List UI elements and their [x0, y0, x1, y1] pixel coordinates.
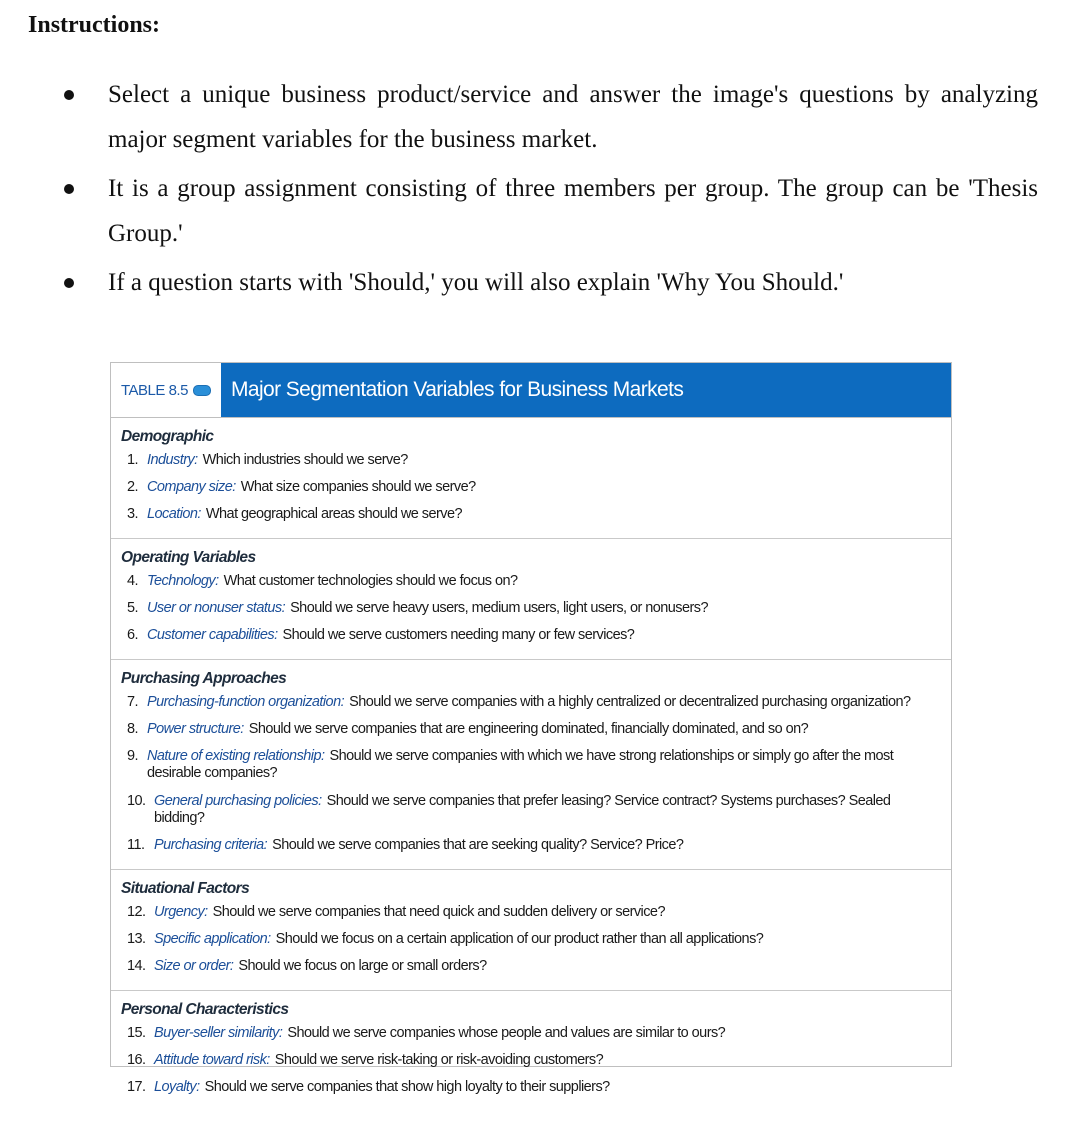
item-text	[154, 837, 683, 854]
item-variable: Power structure:	[147, 721, 244, 737]
table-item	[127, 506, 951, 523]
item-text	[147, 721, 808, 738]
item-text	[154, 904, 665, 921]
bullet-dot-icon	[64, 278, 74, 288]
item-question: Should we serve customers needing many or few services?	[282, 627, 635, 643]
item-number: 9.	[127, 748, 138, 764]
table-item	[127, 931, 951, 948]
item-number: 16.	[127, 1052, 146, 1068]
table-marker-icon	[193, 385, 211, 396]
item-text	[147, 694, 911, 711]
item-number: 8.	[127, 721, 138, 737]
item-variable: Purchasing-function organization:	[147, 694, 345, 710]
item-variable: Specific application:	[154, 931, 271, 947]
table-item	[127, 721, 951, 738]
section-title: Purchasing Approaches	[121, 670, 287, 687]
table-item	[127, 694, 951, 711]
item-variable: Loyalty:	[154, 1079, 200, 1095]
section-title: Situational Factors	[121, 880, 250, 897]
table-item	[127, 837, 951, 854]
bullet-dot-icon	[64, 90, 74, 100]
item-question: Should we serve companies that prefer leasing? Service contract? Systems purchases? Sealed bidding?	[154, 793, 891, 826]
segmentation-table	[110, 362, 952, 1095]
item-question: Should we serve heavy users, medium users, light users, or nonusers?	[290, 600, 709, 616]
instructions-heading: Instructions:	[28, 12, 161, 38]
item-variable: General purchasing policies:	[154, 793, 322, 809]
section-title: Demographic	[121, 428, 214, 445]
item-question: Should we serve companies with a highly centralized or decentralized purchasing organization?	[349, 694, 911, 710]
item-question: Should we serve companies that need quick and sudden delivery or service?	[212, 904, 665, 920]
item-variable: Industry:	[147, 452, 198, 468]
item-text	[147, 452, 408, 469]
item-variable: Buyer-seller similarity:	[154, 1025, 283, 1041]
item-question: Should we serve companies whose people and values are similar to ours?	[287, 1025, 726, 1041]
item-number: 15.	[127, 1025, 146, 1041]
item-variable: Nature of existing relationship:	[147, 748, 325, 764]
item-variable: Technology:	[147, 573, 219, 589]
item-question: Should we focus on large or small orders?	[238, 958, 487, 974]
item-text	[154, 931, 763, 948]
item-text	[154, 958, 487, 975]
table-section-operating-variables	[111, 539, 951, 660]
bullet-dot-icon	[64, 184, 74, 194]
item-number: 3.	[127, 506, 138, 522]
table-item	[127, 1052, 951, 1069]
item-variable: Purchasing criteria:	[154, 837, 268, 853]
item-variable: Company size:	[147, 479, 236, 495]
item-number: 5.	[127, 600, 138, 616]
item-question: Should we serve companies that show high loyalty to their suppliers?	[204, 1079, 610, 1095]
item-text	[147, 748, 921, 782]
table-item	[127, 958, 951, 975]
item-variable: Attitude toward risk:	[154, 1052, 270, 1068]
table-item	[127, 479, 951, 496]
table-item	[127, 573, 951, 590]
item-number: 10.	[127, 793, 146, 809]
table-item	[127, 1025, 951, 1042]
item-question: What geographical areas should we serve?	[205, 506, 462, 522]
item-question: Which industries should we serve?	[202, 452, 408, 468]
item-question: What size companies should we serve?	[240, 479, 476, 495]
item-number: 2.	[127, 479, 138, 495]
table-item	[127, 627, 951, 644]
item-text	[154, 1025, 725, 1042]
item-number: 1.	[127, 452, 138, 468]
item-text	[147, 627, 634, 644]
item-question: Should we serve risk-taking or risk-avoiding customers?	[274, 1052, 604, 1068]
item-variable: Urgency:	[154, 904, 208, 920]
item-question: What customer technologies should we focus on?	[223, 573, 518, 589]
item-variable: Location:	[147, 506, 201, 522]
table-section-demographic	[111, 418, 951, 539]
table-item	[127, 904, 951, 921]
table-section-purchasing-approaches	[111, 660, 951, 870]
instruction-item	[58, 72, 1038, 162]
item-text	[147, 506, 462, 523]
table-item	[127, 600, 951, 617]
item-text	[154, 1052, 603, 1069]
item-variable: User or nonuser status:	[147, 600, 286, 616]
item-question: Should we serve companies with which we have strong relationships or simply go after the most desirable companies?	[147, 748, 894, 781]
item-number: 13.	[127, 931, 146, 947]
section-title: Personal Characteristics	[121, 1001, 289, 1018]
table-item	[127, 793, 951, 827]
item-number: 12.	[127, 904, 146, 920]
instructions-list	[58, 72, 1038, 309]
instruction-item	[58, 260, 1038, 305]
item-question: Should we serve companies that are engineering dominated, financially dominated, and so on?	[248, 721, 809, 737]
table-item	[127, 748, 951, 782]
item-number: 11.	[127, 837, 145, 853]
item-text	[147, 479, 476, 496]
item-question: Should we focus on a certain application of our product rather than all applications?	[275, 931, 764, 947]
table-section-situational-factors	[111, 870, 951, 991]
table-header	[111, 363, 951, 418]
item-number: 17.	[127, 1079, 146, 1095]
instruction-item	[58, 166, 1038, 256]
table-item	[127, 452, 951, 469]
item-text	[147, 600, 708, 617]
table-number-label	[111, 363, 221, 417]
item-number: 4.	[127, 573, 138, 589]
item-text	[147, 573, 518, 590]
item-variable: Size or order:	[154, 958, 234, 974]
instruction-text: If a question starts with 'Should,' you will also explain 'Why You Should.'	[108, 269, 844, 296]
item-text	[154, 793, 921, 827]
instruction-text: It is a group assignment consisting of three members per group. The group can be 'Thesis Group.'	[108, 175, 1038, 247]
item-number: 6.	[127, 627, 138, 643]
item-number: 7.	[127, 694, 138, 710]
item-variable: Customer capabilities:	[147, 627, 278, 643]
table-section-personal-characteristics	[111, 991, 951, 1111]
table-number-text: TABLE 8.5	[121, 381, 188, 399]
item-number: 14.	[127, 958, 146, 974]
table-item	[127, 1079, 951, 1096]
table-title: Major Segmentation Variables for Business Markets	[221, 363, 951, 417]
item-text	[154, 1079, 610, 1096]
item-question: Should we serve companies that are seeking quality? Service? Price?	[272, 837, 684, 853]
section-title: Operating Variables	[121, 549, 256, 566]
instruction-text: Select a unique business product/service and answer the image's questions by analyzing major segment variables for the business market.	[108, 81, 1038, 153]
